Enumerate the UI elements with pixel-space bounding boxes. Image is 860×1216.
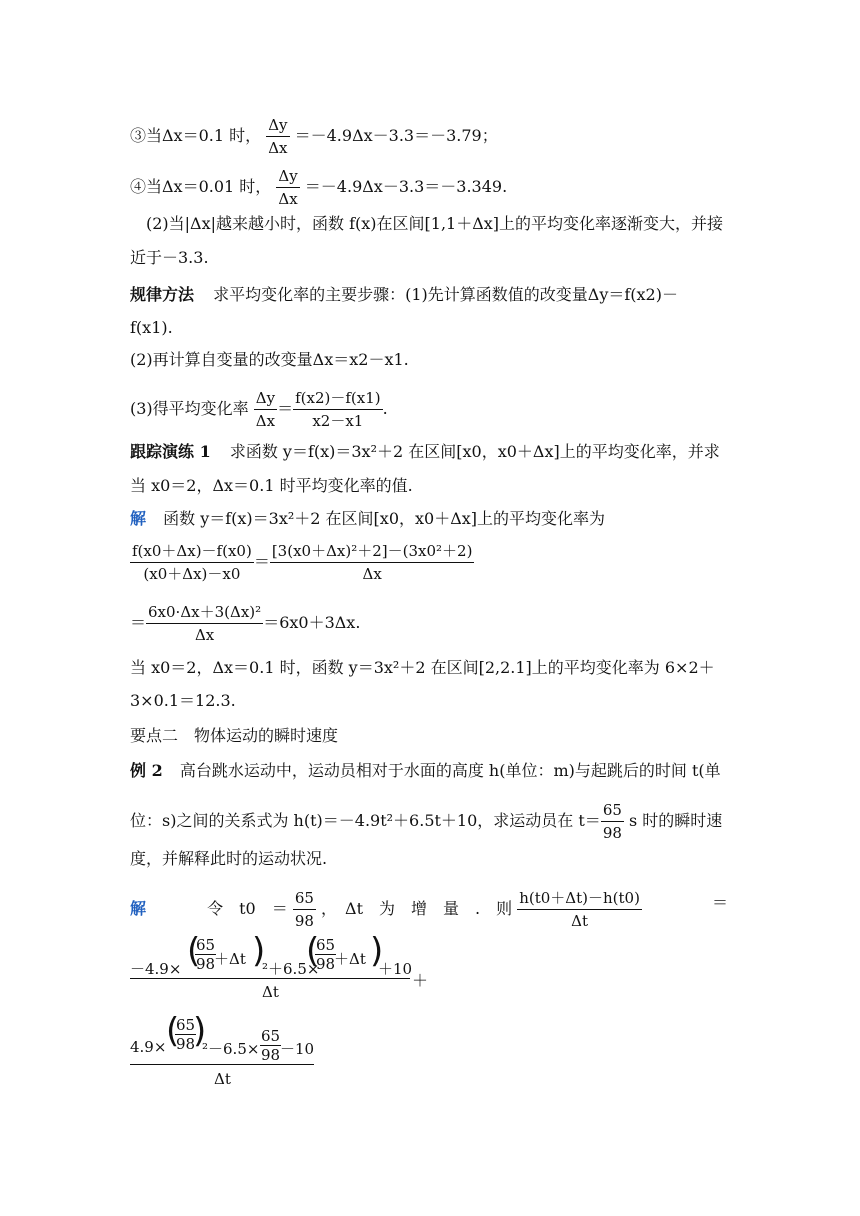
example2-line2 — [130, 800, 722, 843]
h-difference-quotient — [517, 888, 642, 931]
step3-text: ③当Δx＝0.1 时， — [130, 126, 262, 145]
solution-line3: 当 x0＝2，Δx＝0.1 时，函数 y＝3x²＋2 在区间[2,2.1]上的平均变化率为 6×2＋ — [130, 658, 715, 677]
method-line3: (2)再计算自变量的改变量Δx＝x2－x1. — [130, 350, 409, 369]
right-paren: ) — [193, 1011, 207, 1051]
step4-line — [130, 166, 507, 209]
big2-prefix: 4.9× — [130, 1038, 167, 1056]
simplified-quotient — [146, 602, 263, 645]
frac-num: f(x0＋Δx)－f(x0) — [130, 541, 254, 563]
frac-num: 65 — [293, 888, 316, 910]
frac-den: 98 — [176, 1035, 196, 1053]
frac-den: Δx — [362, 565, 382, 583]
frac-den: 98 — [316, 955, 336, 973]
frac-den: (x0＋Δx)－x0 — [143, 565, 241, 583]
frac-num: h(t0＋Δt)－h(t0) — [517, 888, 642, 910]
frac-den: Δx — [255, 412, 276, 430]
solution-eq2-tail: ＝6x0＋3Δx. — [263, 613, 361, 632]
frac-den: 98 — [294, 912, 314, 930]
big2-den: Δt — [214, 1070, 231, 1088]
frac-num: 65 — [601, 800, 624, 822]
step4-tail: ＝－4.9Δx－3.3＝－3.349. — [304, 177, 508, 196]
step3-fraction — [266, 115, 289, 158]
solution-line4: 3×0.1＝12.3. — [130, 691, 236, 710]
frac-num: 65 — [261, 1027, 281, 1045]
track-line1 — [130, 442, 720, 462]
right-paren: ) — [252, 931, 266, 971]
solution2-line1 — [130, 888, 642, 931]
method-line4: (3)得平均变化率 $\frac{\Delta y}{\Delta x}$ ＝ $\frac{f(x2)-f(x1)}{x2-x1}$ . — [130, 389, 388, 430]
frac-den: Δx — [268, 139, 288, 157]
example2-text: 高台跳水运动中，运动员相对于水面的高度 h(单位：m)与起跳后的时间 t(单 — [179, 761, 721, 780]
secant-fraction — [293, 388, 383, 431]
key-point-heading: 要点二 物体运动的瞬时速度 — [130, 726, 339, 745]
frac-num: Δy — [254, 388, 277, 410]
frac-num: Δy — [266, 115, 289, 137]
frac-num: 6x0·Δx＋3(Δx)² — [146, 602, 263, 624]
t0-fraction — [293, 888, 316, 931]
method-line4-text: (3)得平均变化率 — [130, 399, 249, 418]
big1-mid: ²＋6.5× — [262, 960, 320, 978]
frac-den: x2－x1 — [312, 412, 364, 430]
frac-num: 65 — [196, 936, 216, 954]
example2-label: 例 2 — [130, 761, 163, 780]
solution2-label: 解 — [130, 899, 147, 918]
example2-tail: s 时的瞬时速 — [623, 811, 723, 830]
frac-num: [3(x0＋Δx)²＋2]－(3x0²＋2) — [270, 541, 475, 563]
solution2-text: 令 t0 ＝ — [207, 899, 288, 918]
method-line1 — [130, 285, 678, 305]
solution-label: 解 — [130, 509, 147, 528]
track-line2: 当 x0＝2，Δx＝0.1 时平均变化率的值. — [130, 476, 413, 495]
time-fraction — [601, 800, 624, 843]
big1-den: Δt — [262, 983, 279, 1001]
method-label: 规律方法 — [130, 285, 195, 304]
frac-num: 65 — [316, 936, 336, 954]
left-paren: ( — [166, 1011, 180, 1051]
dy-dx-fraction — [254, 388, 277, 431]
big1-frac-b — [315, 936, 336, 973]
frac-den: 98 — [261, 1046, 281, 1064]
left-paren: ( — [187, 931, 201, 971]
track-label: 跟踪演练 1 — [130, 442, 211, 461]
frac-den: Δt — [571, 912, 588, 930]
example2-line3: 度，并解释此时的运动状况. — [130, 849, 328, 868]
example2-text2: 位：s)之间的关系式为 h(t)＝－4.9t²＋6.5t＋10，求运动员在 t＝ — [130, 811, 601, 830]
step3-line — [130, 115, 498, 158]
big1-plus: ＋ — [412, 971, 429, 990]
solution2-equals: ＝ — [712, 893, 729, 912]
solution-line1 — [130, 509, 605, 529]
method-text: 求平均变化率的主要步骤：(1)先计算函数值的改变量Δy＝f(x2)－ — [213, 285, 678, 304]
step4-text: ④当Δx＝0.01 时， — [130, 177, 272, 196]
big2-frac-b — [260, 1027, 281, 1064]
para2-line2: 近于－3.3. — [130, 248, 209, 267]
right-paren: ) — [370, 931, 384, 971]
big1-plus-dt: ＋Δt — [214, 950, 246, 968]
fraction-bar — [130, 978, 410, 979]
solution2-mid: ， Δt 为 增 量 . 则 — [321, 899, 513, 918]
frac-num: 65 — [176, 1016, 196, 1034]
example2-line1 — [130, 761, 721, 781]
step4-fraction — [276, 166, 299, 209]
frac-num: f(x2)－f(x1) — [293, 388, 383, 410]
method-line2: f(x1). — [130, 318, 173, 337]
frac-den: 98 — [602, 824, 622, 842]
para2-line1: (2)当|Δx|越来越小时，函数 f(x)在区间[1,1＋Δx]上的平均变化率逐渐变大，并接 — [146, 214, 724, 233]
frac-den: Δx — [194, 626, 215, 644]
track-text: 求函数 y＝f(x)＝3x²＋2 在区间[x0，x0＋Δx]上的平均变化率，并求 — [229, 442, 720, 461]
big1-tail: ＋10 — [378, 960, 413, 978]
difference-quotient — [130, 541, 254, 584]
fraction-bar — [130, 1064, 314, 1065]
big2-tail: －10 — [280, 1040, 315, 1058]
big1-plus-dt-b: ＋Δt — [334, 950, 366, 968]
solution-eq2: ＝ $\frac{\text{6x0·Δx＋3(Δx)²}}{\Delta x}$ ＝6x0＋3Δx. — [130, 603, 361, 644]
big1-prefix: －4.9× — [130, 960, 182, 978]
frac-den: 98 — [196, 955, 216, 973]
big2-mid: ²－6.5× — [202, 1040, 260, 1058]
expanded-quotient — [270, 541, 475, 584]
frac-num: Δy — [276, 166, 299, 188]
solution-eq1: $\frac{f(x0+\Delta x)-f(x0)}{(x0+\Delta x)-x0}$ ＝ $\frac{\text{[3(x0＋Δx)²＋2]－(3x0²＋2)}}{\Delta x}$ — [132, 542, 473, 583]
solution-text: 函数 y＝f(x)＝3x²＋2 在区间[x0，x0＋Δx]上的平均变化率为 — [163, 509, 606, 528]
left-paren: ( — [306, 931, 320, 971]
frac-den: Δx — [278, 190, 298, 208]
step3-tail: ＝－4.9Δx－3.3＝－3.79； — [294, 126, 498, 145]
big1-frac-a — [195, 936, 216, 973]
